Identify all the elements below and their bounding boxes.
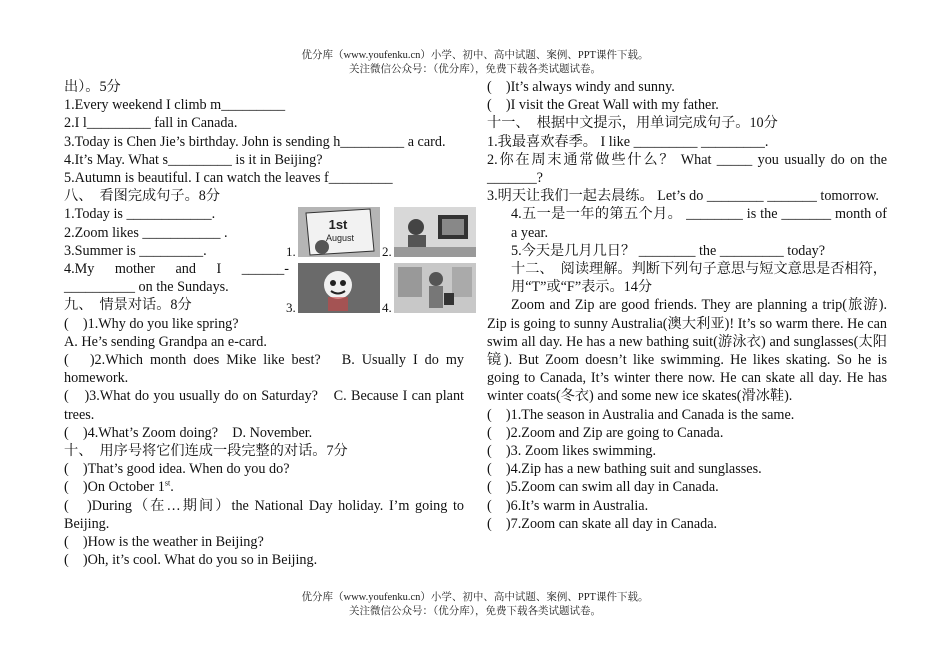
- sec9-title: 九、 情景对话。8分: [64, 297, 192, 314]
- sec12-item-4: ( )4.Zip has a new bathing suit and sunglasses.: [487, 461, 762, 478]
- sec11-title: 十一、 根据中文提示，用单词完成句子。10分: [487, 115, 778, 132]
- shopping-picture: [394, 263, 476, 313]
- header-line-1: 优分库（www.youfenku.cn）小学、初中、高中试题、案例、PPT课件下载。: [301, 50, 649, 61]
- sec9-item-2: A. He’s sending Grandpa an e-card.: [64, 333, 267, 350]
- sun-picture: [298, 263, 380, 313]
- page-footer: [0, 591, 950, 619]
- pic-label-2: 2.: [382, 244, 392, 260]
- sec10-item-4: ( )How is the weather in Beijing?: [64, 534, 264, 551]
- sec8-item-2: 2.Zoom likes ___________ .: [64, 224, 228, 241]
- computer-picture: [394, 207, 476, 257]
- sec11-item-2: 2.你在周末通常做些什么？ What _____ you usually do on the _______?: [487, 151, 887, 187]
- header-line-2: 关注微信公众号：（优分库），免费下载各类试题试卷。: [349, 64, 601, 75]
- sec12-item-3: ( )3. Zoom likes swimming.: [487, 443, 657, 460]
- footer-line-2: 关注微信公众号：（优分库），免费下载各类试题试卷。: [349, 606, 601, 617]
- sec7-item-4: 4.It’s May. What s_________ is it in Beijing?: [64, 151, 323, 168]
- sec9-item-5: ( )4.What’s Zoom doing? D. November.: [64, 424, 313, 441]
- sec7-item-2: 2.I l_________ fall in Canada.: [64, 115, 238, 132]
- right-column: [487, 78, 887, 533]
- sec7-item-3: 3.Today is Chen Jie’s birthday. John is sending h_________ a card.: [64, 133, 446, 150]
- sec7-item-5: 5.Autumn is beautiful. I can watch the leaves f_________: [64, 170, 393, 187]
- sec11-item-4: 4.五一是一年的第五个月。 ________ is the _______ month of a year.: [511, 206, 887, 241]
- sec10-item-2-end: .: [170, 479, 174, 496]
- sec12-item-7: ( )7.Zoom can skate all day in Canada.: [487, 515, 718, 532]
- sec10-cont-1: ( )It’s always windy and sunny.: [487, 79, 675, 95]
- sec10-item-5: ( )Oh, it’s cool. What do you so in Beijing.: [64, 552, 318, 569]
- sec12-title: 十二、 阅读理解。判断下列句子意思与短文意思是否相符，用“T”或“F”表示。14分: [511, 261, 887, 296]
- footer-line-1: 优分库（www.youfenku.cn）小学、初中、高中试题、案例、PPT课件下载。: [301, 592, 649, 603]
- sec12-item-6: ( )6.It’s warm in Australia.: [487, 497, 649, 514]
- pic-label-1: 1.: [286, 244, 296, 260]
- sec11-item-5: 5.今天是几月几日？ ________ the _________ today?: [511, 242, 826, 259]
- sec7-item-1: 1.Every weekend I climb m_________: [64, 97, 286, 114]
- sec10-title: 十、 用序号将它们连成一段完整的对话。7分: [64, 443, 348, 460]
- sec12-item-2: ( )2.Zoom and Zip are going to Canada.: [487, 424, 724, 441]
- left-column: [64, 78, 464, 569]
- sec11-item-1: 1.我最喜欢春季。 I like _________ _________.: [487, 133, 769, 150]
- sec10-item-1: ( )That’s good idea. When do you do?: [64, 461, 290, 478]
- svg-text:August: August: [325, 233, 355, 244]
- pic-label-3: 3.: [286, 300, 296, 316]
- sec10-item-3: ( )During（在…期间）the National Day holiday. I’m going to Beijing.: [64, 497, 464, 532]
- sec10-cont-2: ( )I visit the Great Wall with my father.: [487, 97, 719, 114]
- sec12-item-1: ( )1.The season in Australia and Canada is the same.: [487, 406, 795, 423]
- sec12-item-5: ( )5.Zoom can swim all day in Canada.: [487, 479, 719, 496]
- sec11-item-3: 3.明天让我们一起去晨练。 Let’s do ________ _______ tomorrow.: [487, 188, 879, 205]
- sec8-pictures: [286, 207, 476, 319]
- sec9-item-4: ( )3.What do you usually do on Saturday? C. Because I can plant trees.: [64, 388, 464, 423]
- sec8-item-4: 4.My mother and I ______-__________ on the Sundays.: [64, 261, 289, 296]
- sec8-item-1: 1.Today is ____________.: [64, 206, 216, 223]
- sec10-item-2-text: ( )On October 1: [64, 479, 165, 496]
- sec10-item-2: [64, 478, 464, 496]
- sec9-item-3: ( )2.Which month does Mike like best? B. Usually I do my homework.: [64, 352, 464, 387]
- sec7-tail: 出）。5分: [64, 79, 121, 95]
- sec8-item-3: 3.Summer is _________.: [64, 242, 207, 259]
- page-header: [0, 49, 950, 77]
- sec10-item-2-sup: st: [164, 478, 171, 488]
- sec8-title: 八、 看图完成句子。8分: [64, 188, 221, 205]
- reading-passage: Zoom and Zip are good friends. They are planning a trip(旅游). Zip is going to sunny Australia(澳大利亚)! It’s so warm there. He can swim all day. He has a new bathing suit(游泳衣) and sunglasses(太阳镜). But Zoom doesn’t like swimming. He likes skating. So he is going to Canada, It’s winter there now. He can skate all day. He has winter coats(冬衣) and some new ice skates(滑冰鞋).: [487, 297, 887, 405]
- calendar-text: 1st: [328, 217, 348, 233]
- sec9-item-1: ( )1.Why do you like spring?: [64, 315, 239, 332]
- calendar-picture: [298, 207, 380, 257]
- pic-label-4: 4.: [382, 300, 392, 316]
